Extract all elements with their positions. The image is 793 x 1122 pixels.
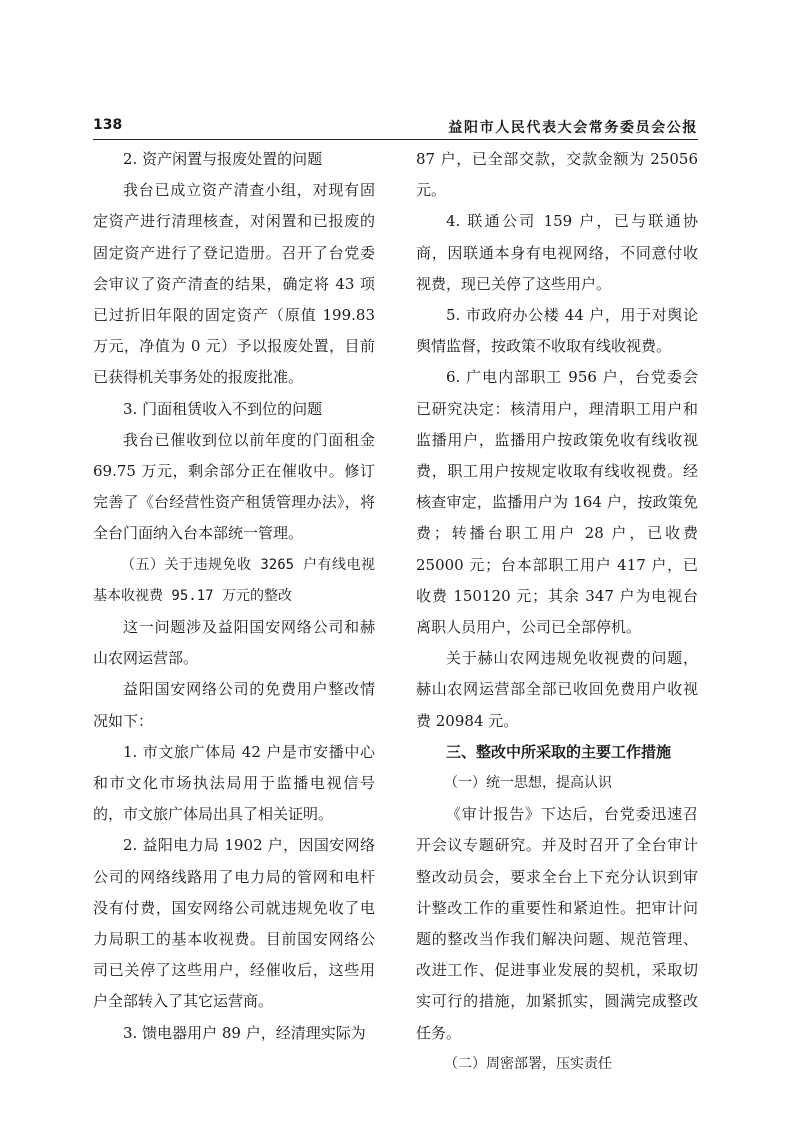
paragraph: 我台已催收到位以前年度的门面租金 69.75 万元，剩余部分正在催收中。修订完善了《台经营性资产租赁管理办法》，将全台门面纳入台本部统一管理。 [93,430,375,543]
section-heading: 三、整改中所采取的主要工作措施 [446,742,672,761]
paragraph: 益阳国安网络公司的免费用户整改情况如下： [93,680,375,730]
subsection-heading: （一）统一思想，提高认识 [444,775,612,792]
paragraph: 关于赫山农网违规免收视费的问题，赫山农网运营部全部已收回免费用户收视费 20984 元。 [416,649,698,730]
left-column [93,144,375,1049]
right-column [416,144,698,1080]
paragraph: 2. 资产闲置与报废处置的问题 [123,150,323,168]
journal-title: 益阳市人民代表大会常务委员会公报 [448,120,698,136]
paragraph: 6. 广电内部职工 956 户，台党委会已研究决定：核清用户，理清职工用户和监播用户，监播用户按政策免收有线收视费，职工用户按规定收取有线收视费。经核查审定，监播用户为 164 户，按政策免费；转播台职工用户 28 户，已收费 25000 元；台本部职工用户 417 户，已收费 150120 元；其余 347 户为电视台离职人员用户，公司已全部停机。 [416,368,698,637]
paragraph: 我台已成立资产清查小组，对现有固定资产进行清理核查，对闲置和已报废的固定资产进行了登记造册。召开了台党委会审议了资产清查的结果，确定将 43 项已过折旧年限的固定资产（原值 199.83 万元，净值为 0 元）予以报废处置，目前已获得机关事务处的报废批准。 [93,181,375,387]
paragraph: 《审计报告》下达后，台党委迅速召开会议专题研究。并及时召开了全台审计整改动员会，要求全台上下充分认识到审计整改工作的重要性和紧迫性。把审计问题的整改当作我们解决问题、规范管理、改进工作、促进事业发展的契机，采取切实可行的措施，加紧抓实，圆满完成整改任务。 [416,805,698,1042]
paragraph: 3. 门面租赁收入不到位的问题 [123,399,323,418]
paragraph: 这一问题涉及益阳国安网络公司和赫山农网运营部。 [93,618,375,668]
paragraph: 2. 益阳电力局 1902 户，因国安网络公司的网络线路用了电力局的管网和电杆没有付费，国安网络公司就违规免收了电力局职工的基本收视费。目前国安网络公司已关停了这些用户，经催收后，这些用户全部转入了其它运营商。 [93,836,375,1011]
subsection-heading: （二）周密部署，压实责任 [444,1055,612,1072]
subsection-heading: （五）关于违规免收 3265 户有线电视基本收视费 95.17 万元的整改 [93,556,375,604]
page-number: 138 [93,117,123,133]
paragraph: 1. 市文旅广体局 42 户是市安播中心和市文化市场执法局用于监播电视信号的，市文旅广体局出具了相关证明。 [93,742,375,824]
page-header [93,117,698,140]
paragraph: 87 户，已全部交款，交款金额为 25056 元。 [416,150,698,200]
paragraph: 3. 馈电器用户 89 户，经清理实际为 [123,1023,366,1042]
paragraph: 4. 联通公司 159 户，已与联通协商，因联通本身有电视网络，不同意付收视费，现已关停了这些用户。 [416,212,698,293]
paragraph: 5. 市政府办公楼 44 户，用于对舆论舆情监督，按政策不收取有线收视费。 [416,306,698,356]
